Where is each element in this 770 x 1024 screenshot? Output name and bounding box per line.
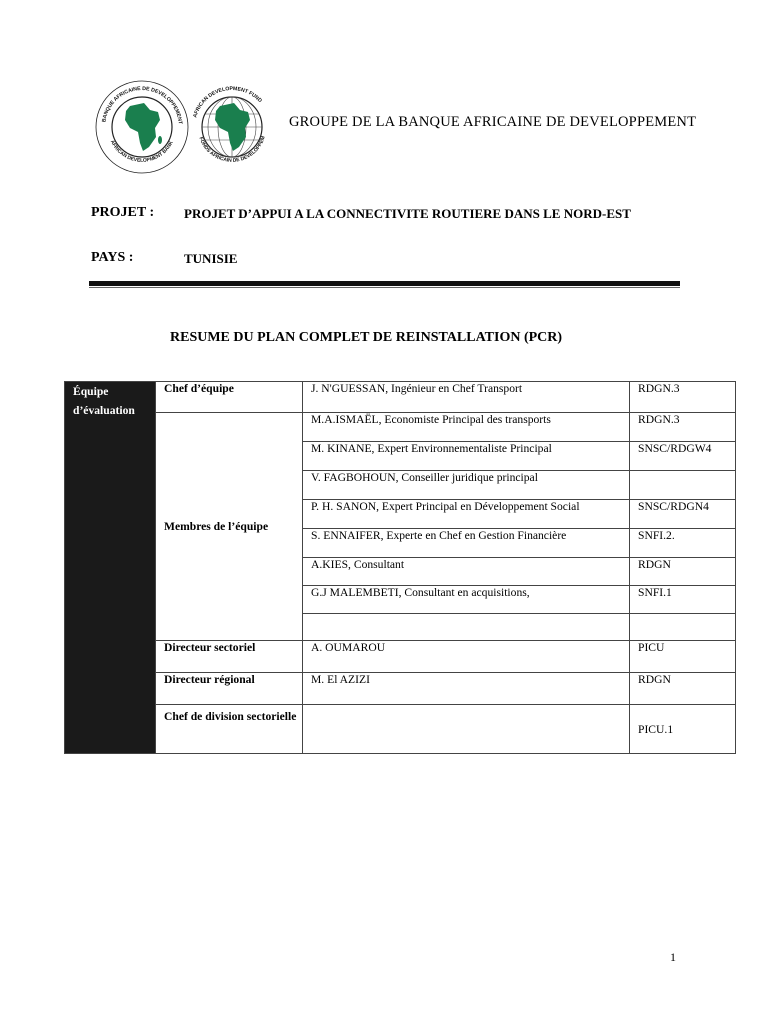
table-row <box>65 673 736 705</box>
role-regional-director: Directeur régional <box>156 673 303 705</box>
org-name: GROUPE DE LA BANQUE AFRICAINE DE DEVELOPPEMENT <box>289 114 697 130</box>
member-code <box>630 614 736 641</box>
role-division-chief: Chef de division sectorielle <box>156 705 303 754</box>
role-chef: Chef d’équipe <box>156 382 303 413</box>
logo-group <box>92 80 280 175</box>
regional-director-name: M. El AZIZI <box>303 673 630 705</box>
country-value: TUNISIE <box>184 251 238 266</box>
adb-logo-text-top: BANQUE AFRICAINE DE DEVELOPPEMENT <box>101 85 183 125</box>
regional-director-code: RDGN <box>630 673 736 705</box>
member-code: SNFI.1 <box>630 586 736 614</box>
sector-director-code: PICU <box>630 641 736 673</box>
member-name: G.J MALEMBETI, Consultant en acquisitions, <box>303 586 630 614</box>
member-name: S. ENNAIFER, Experte en Chef en Gestion Financière <box>303 529 630 558</box>
member-code: SNSC/RDGN4 <box>630 500 736 529</box>
table-row <box>65 705 736 754</box>
page-number: 1 <box>670 950 676 964</box>
divider-rule <box>89 281 680 286</box>
country-label: PAYS : <box>91 250 134 265</box>
member-code: RDGN <box>630 558 736 586</box>
adb-logo-text-bottom: AFRICAN DEVELOPMENT BANK <box>108 139 175 164</box>
table-row <box>65 641 736 673</box>
division-chief-name <box>303 705 630 754</box>
table-row <box>65 413 736 442</box>
role-sector-director: Directeur sectoriel <box>156 641 303 673</box>
member-name: A.KIES, Consultant <box>303 558 630 586</box>
chef-name: J. N'GUESSAN, Ingénieur en Chef Transport <box>303 382 630 413</box>
member-code: RDGN.3 <box>630 413 736 442</box>
group-label-cell <box>65 382 156 754</box>
member-code <box>630 471 736 500</box>
division-chief-code: PICU.1 <box>630 705 736 754</box>
document-title: RESUME DU PLAN COMPLET DE REINSTALLATION (PCR) <box>170 330 563 345</box>
adf-logo-text-top: AFRICAN DEVELOPMENT FUND <box>192 85 263 119</box>
member-name: P. H. SANON, Expert Principal en Développement Social <box>303 500 630 529</box>
chef-code: RDGN.3 <box>630 382 736 413</box>
africa-map-icon <box>125 103 160 151</box>
team-table <box>64 381 736 754</box>
table-row <box>65 382 736 413</box>
adb-logo <box>96 81 188 173</box>
member-code: SNSC/RDGW4 <box>630 442 736 471</box>
role-members: Membres de l’équipe <box>156 413 303 641</box>
project-label: PROJET : <box>91 205 155 220</box>
sector-director-name: A. OUMAROU <box>303 641 630 673</box>
adf-logo-text-bottom: FONDS AFRICAIN DE DEVELOPPEM <box>197 135 267 164</box>
member-code: SNFI.2. <box>630 529 736 558</box>
project-value: PROJET D’APPUI A LA CONNECTIVITE ROUTIERE DANS LE NORD-EST <box>184 206 631 221</box>
logos <box>92 80 280 175</box>
member-name: M. KINANE, Expert Environnementaliste Principal <box>303 442 630 471</box>
group-label: Équipe d’évaluation <box>73 385 135 417</box>
member-name <box>303 614 630 641</box>
divider-rule-thin <box>89 287 680 288</box>
member-name: V. FAGBOHOUN, Conseiller juridique principal <box>303 471 630 500</box>
member-name: M.A.ISMAËL, Economiste Principal des transports <box>303 413 630 442</box>
